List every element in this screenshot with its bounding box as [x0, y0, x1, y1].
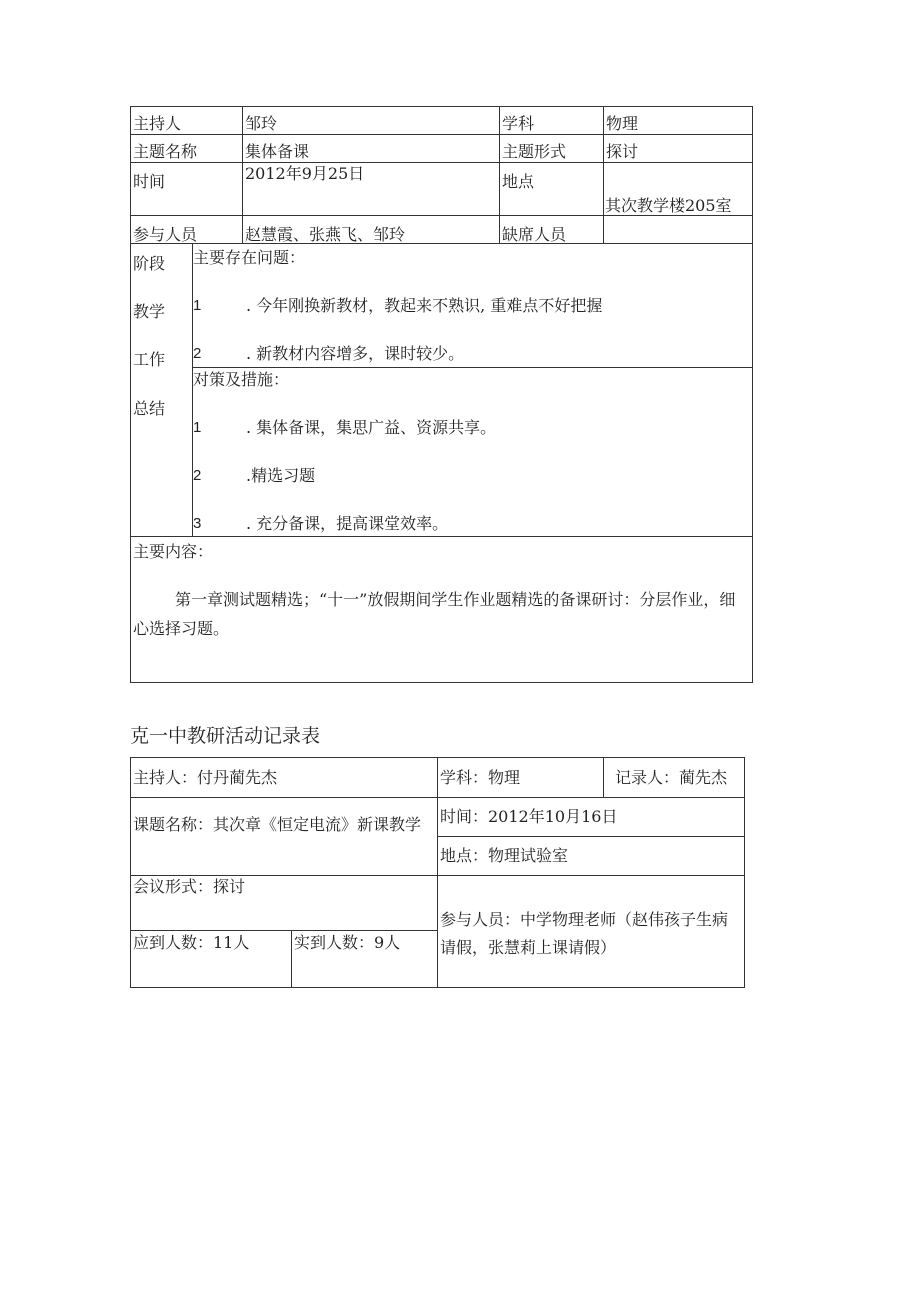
participants: 参与人员：中学物理老师（赵伟孩子生病请假，张慧莉上课请假）: [440, 910, 729, 957]
table1-row-line: [130, 536, 753, 537]
summary-label-1: 阶段: [133, 254, 166, 273]
place-label: 地点: [502, 172, 535, 191]
summary-label-2: 教学: [133, 302, 166, 321]
table2-row-line: [437, 836, 745, 837]
summary-label-4: 总结: [133, 399, 166, 418]
table1-border-left: [130, 106, 131, 683]
table1-col-line: [242, 106, 243, 244]
form-value: 探讨: [606, 142, 639, 161]
participants-value: 赵慧霞、张燕飞、邹玲: [245, 225, 406, 244]
content-text: 第一章测试题精选；“十一”放假期间学生作业题精选的备课研讨：分层作业，细心选择习题。: [133, 590, 736, 638]
subject-label: 学科: [502, 114, 535, 133]
table2-col-line: [603, 757, 604, 798]
time-label: 时间: [133, 172, 166, 191]
measure-text: . 充分备课，提高课堂效率。: [246, 514, 449, 533]
table1-border-right: [752, 106, 753, 683]
form-label: 主题形式: [502, 142, 567, 161]
table2-col-line: [291, 930, 292, 988]
host: 主持人：付丹蔺先杰: [133, 768, 278, 787]
host-value: 邹玲: [245, 114, 278, 133]
problem-number: 2: [193, 345, 202, 362]
host-label: 主持人: [133, 114, 182, 133]
table1-border-top: [130, 106, 753, 107]
topic: 课题名称：其次章《恒定电流》新课教学: [133, 815, 422, 834]
table1-row-line: [192, 367, 753, 368]
time-value: 2012年9月25日: [245, 164, 365, 183]
measure-number: 3: [193, 515, 202, 532]
table2-col-line: [437, 757, 438, 988]
table1-border-bottom: [130, 682, 753, 683]
table2-row-line: [130, 930, 438, 931]
form2-heading: 克一中教研活动记录表: [130, 725, 321, 747]
measures-title: 对策及措施：: [193, 370, 290, 389]
subject-value: 物理: [606, 114, 639, 133]
place: 地点：物理试验室: [440, 846, 569, 865]
participants-label: 参与人员: [133, 225, 198, 244]
absent-label: 缺席人员: [502, 225, 567, 244]
content-title: 主要内容：: [133, 542, 214, 561]
problem-text: . 新教材内容增多，课时较少。: [246, 344, 465, 363]
time: 时间：2012年10月16日: [440, 807, 618, 826]
table1-row-line: [130, 243, 753, 244]
recorder: 记录人：蔺先杰: [615, 768, 728, 787]
meeting-form: 会议形式：探讨: [133, 877, 246, 896]
subject: 学科：物理: [440, 768, 521, 787]
topic-label: 主题名称: [133, 142, 198, 161]
problem-number: 1: [193, 297, 202, 314]
measure-text: .精选习题: [246, 466, 316, 485]
problems-title: 主要存在问题：: [193, 248, 306, 267]
measure-number: 2: [193, 467, 202, 484]
table1-col-line: [603, 106, 604, 244]
summary-label-3: 工作: [133, 350, 166, 369]
expected-count: 应到人数：11人: [133, 933, 250, 952]
measure-text: . 集体备课，集思广益、资源共享。: [246, 418, 497, 437]
place-value: 其次教学楼205室: [605, 196, 732, 215]
measure-number: 1: [193, 419, 202, 436]
topic-value: 集体备课: [245, 142, 310, 161]
table1-row-line: [130, 162, 753, 163]
table1-col-line: [192, 243, 193, 537]
table2-border-left: [130, 757, 131, 988]
problem-text: . 今年刚换新教材，教起来不熟识, 重难点不好把握: [246, 296, 603, 315]
table1-col-line: [499, 106, 500, 244]
table2-border-right: [744, 757, 745, 988]
actual-count: 实到人数：9人: [294, 933, 401, 952]
table1-row-line: [130, 134, 753, 135]
